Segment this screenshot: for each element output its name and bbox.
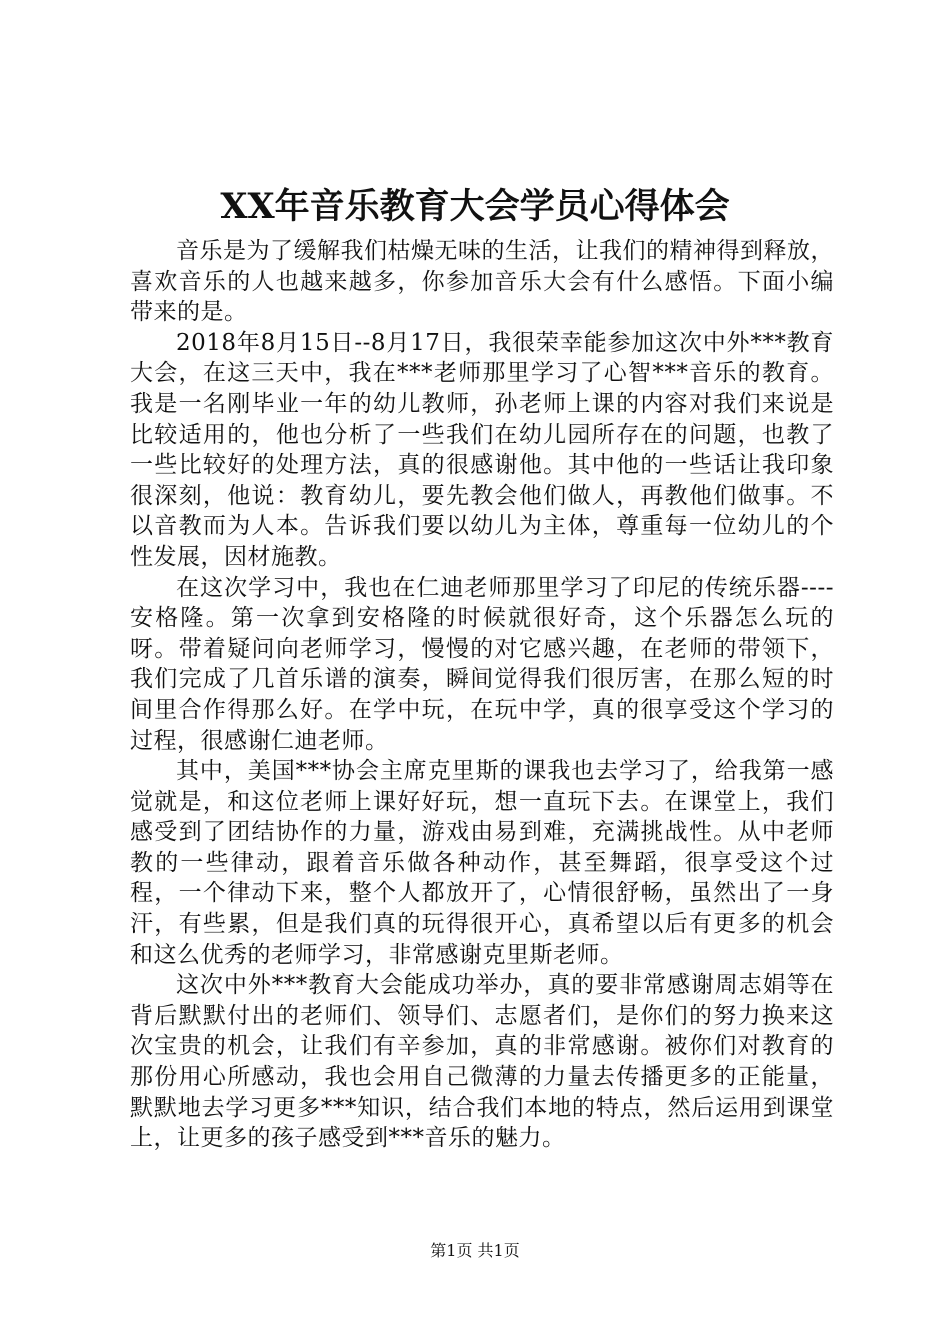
paragraph-intro: 音乐是为了缓解我们枯燥无味的生活，让我们的精神得到释放，喜欢音乐的人也越来越多，你参加音乐大会有什么感悟。下面小编带来的是。 [130, 238, 834, 326]
paragraph-chris-class: 其中，美国***协会主席克里斯的课我也去学习了，给我第一感觉就是，和这位老师上课好好玩，想一直玩下去。在课堂上，我们感受到了团结协作的力量，游戏由易到难，充满挑战性。从中老师教的一些律动，跟着音乐做各种动作，甚至舞蹈，很享受这个过程，一个律动下来，整个人都放开了，心情很舒畅，虽然出了一身汗，有些累，但是我们真的玩得很开心，真希望以后有更多的机会和这么优秀的老师学习，非常感谢克里斯老师。 [130, 758, 834, 968]
document-body [130, 236, 834, 1154]
paragraph-conference: 2018年8月15日--8月17日，我很荣幸能参加这次中外***教育大会，在这三天中，我在***老师那里学习了心智***音乐的教育。我是一名刚毕业一年的幼儿教师，孙老师上课的内容对我们来说是比较适用的，他也分析了一些我们在幼儿园所存在的问题，也教了一些比较好的处理方法，真的很感谢他。其中他的一些话让我印象很深刻，他说：教育幼儿，要先教会他们做人，再教他们做事。不以音教而为人本。告诉我们要以幼儿为主体，尊重每一位幼儿的个性发展，因材施教。 [130, 329, 834, 570]
document-title: XX年音乐教育大会学员心得体会 [220, 186, 730, 227]
page-number-footer: 第1页 共1页 [430, 1241, 520, 1260]
paragraph-thanks: 这次中外***教育大会能成功举办，真的要非常感谢周志娟等在背后默默付出的老师们、领导们、志愿者们，是你们的努力换来这次宝贵的机会，让我们有辛参加，真的非常感谢。被你们对教育的那份用心所感动，我也会用自己微薄的力量去传播更多的正能量，默默地去学习更多***知识，结合我们本地的特点，然后运用到课堂上，让更多的孩子感受到***音乐的魅力。 [130, 972, 834, 1152]
paragraph-angklung: 在这次学习中，我也在仁迪老师那里学习了印尼的传统乐器----安格隆。第一次拿到安格隆的时候就很好奇，这个乐器怎么玩的呀。带着疑问向老师学习，慢慢的对它感兴趣，在老师的带领下，我们完成了几首乐谱的演奏，瞬间觉得我们很厉害，在那么短的时间里合作得那么好。在学中玩，在玩中学，真的很享受这个学习的过程，很感谢仁迪老师。 [130, 574, 834, 754]
